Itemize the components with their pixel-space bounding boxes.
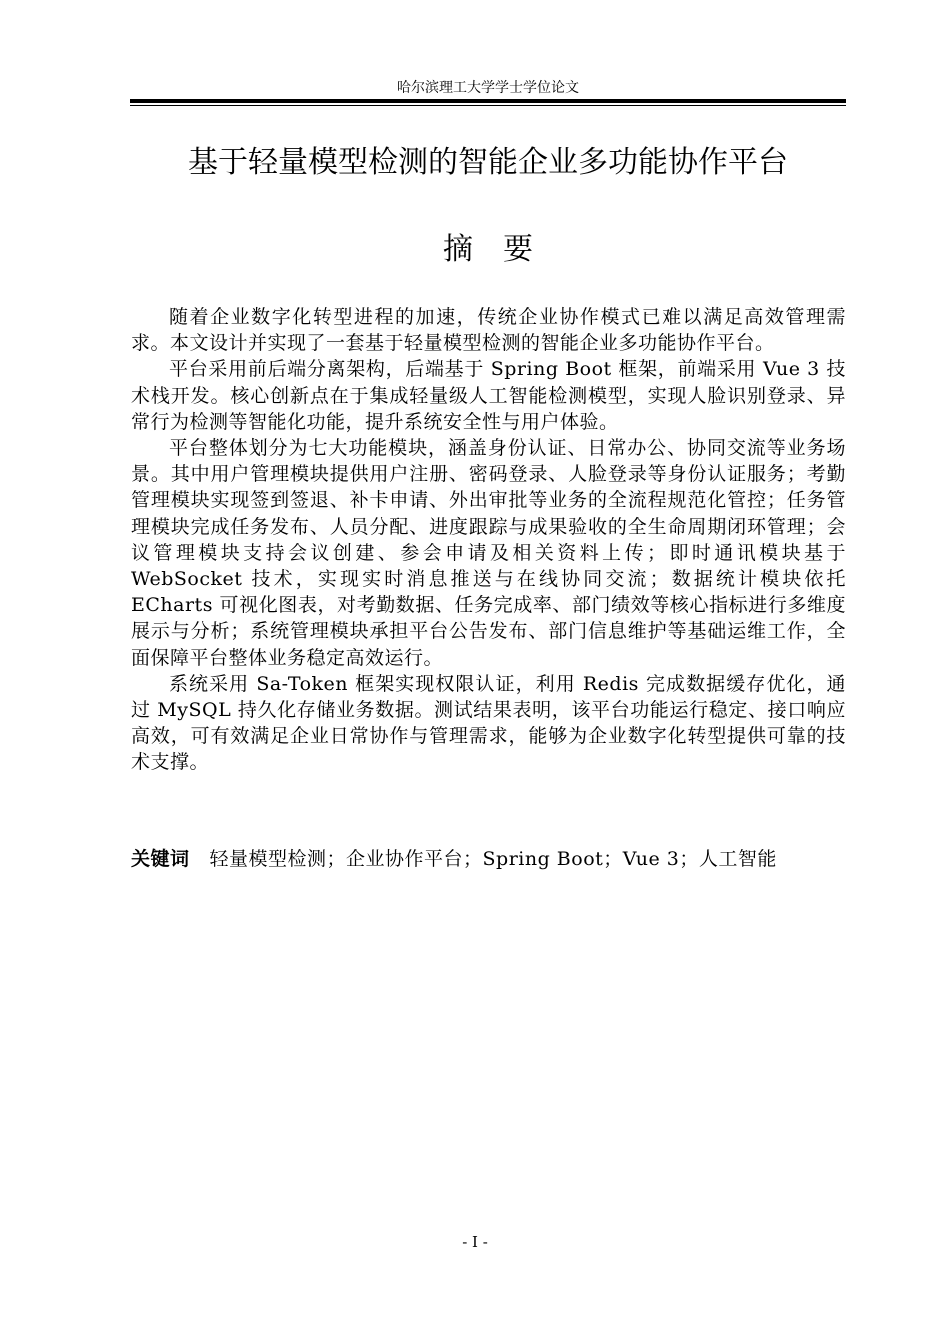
keywords-text: 轻量模型检测；企业协作平台；Spring Boot；Vue 3；人工智能	[209, 848, 777, 870]
abstract-paragraph-4: 系统采用 Sa-Token 框架实现权限认证，利用 Redis 完成数据缓存优化，通过 MySQL 持久化存储业务数据。测试结果表明，该平台功能运行稳定、接口响应高效，可有效满足企业日常协作与管理需求，能够为企业数字化转型提供可靠的技术支撑。	[131, 672, 846, 774]
header-rule-thick	[130, 99, 846, 103]
abstract-heading: 摘要	[443, 232, 563, 267]
keywords-label: 关键词	[131, 848, 190, 870]
abstract-paragraph-3: 平台整体划分为七大功能模块，涵盖身份认证、日常办公、协同交流等业务场景。其中用户管理模块提供用户注册、密码登录、人脸登录等身份认证服务；考勤管理模块实现签到签退、补卡申请、外出审批等业务的全流程规范化管控；任务管理模块完成任务发布、人员分配、进度跟踪与成果验收的全生命周期闭环管理；会议管理模块支持会议创建、参会申请及相关资料上传；即时通讯模块基于 WebSocket 技术，实现实时消息推送与在线协同交流；数据统计模块依托 ECharts 可视化图表，对考勤数据、任务完成率、部门绩效等核心指标进行多维度展示与分析；系统管理模块承担平台公告发布、部门信息维护等基础运维工作，全面保障平台整体业务稳定高效运行。	[131, 437, 846, 669]
running-header: 哈尔滨理工大学学士学位论文	[397, 80, 579, 96]
abstract-body	[131, 304, 846, 776]
page-number: - I -	[462, 1233, 488, 1251]
thesis-title: 基于轻量模型检测的智能企业多功能协作平台	[188, 145, 788, 180]
abstract-paragraph-1: 随着企业数字化转型进程的加速，传统企业协作模式已难以满足高效管理需求。本文设计并实现了一套基于轻量模型检测的智能企业多功能协作平台。	[131, 306, 846, 355]
abstract-paragraph-2: 平台采用前后端分离架构，后端基于 Spring Boot 框架，前端采用 Vue 3 技术栈开发。核心创新点在于集成轻量级人工智能检测模型，实现人脸识别登录、异常行为检测等智能化功能，提升系统安全性与用户体验。	[131, 358, 846, 433]
keywords-line	[131, 846, 846, 872]
header-rule-thin	[130, 105, 846, 106]
